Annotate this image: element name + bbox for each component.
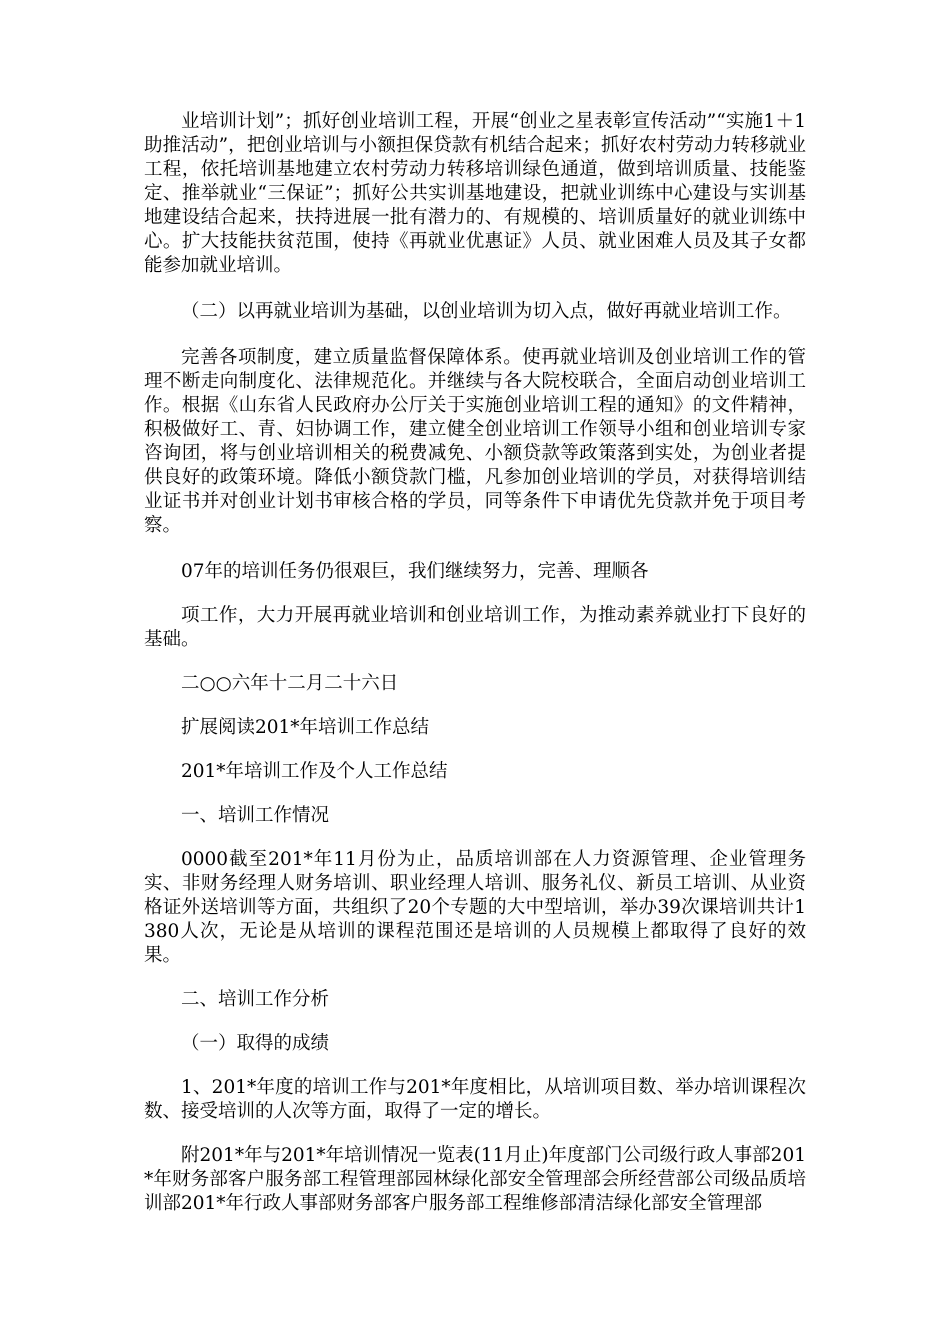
paragraph: 业培训计划”；抓好创业培训工程，开展“创业之星表彰宣传活动”“实施1＋1助推活动”，把创业培训与小额担保贷款有机结合起来；抓好农村劳动力转移就业工程，依托培训基地建立农村劳动力转移培训绿色通道，做到培训质量、技能鉴定、推举就业“三保证”；抓好公共实训基地建设，把就业训练中心建设与实训基地建设结合起来，扶持进展一批有潜力的、有规模的、培训质量好的就业训练中心。扩大技能扶贫范围，使持《再就业优惠证》人员、就业困难人员及其子女都能参加就业培训。: [144, 111, 806, 276]
paragraph: 完善各项制度，建立质量监督保障体系。使再就业培训及创业培训工作的管理不断走向制度化、法律规范化。并继续与各大院校联合，全面启动创业培训工作。根据《山东省人民政府办公厅关于实施创业培训工程的通知》的文件精神，积极做好工、青、妇协调工作，建立健全创业培训工作领导小组和创业培训专家咨询团，将与创业培训相关的税费减免、小额贷款等政策落到实处，为创业者提供良好的政策环境。降低小额贷款门槛，凡参加创业培训的学员，对获得培训结业证书并对创业计划书审核合格的学员，同等条件下申请优先贷款并免于项目考察。: [144, 347, 806, 536]
paragraph: 附201*年与201*年培训情况一览表(11月止)年度部门公司级行政人事部201*年财务部客户服务部工程管理部园林绿化部安全管理部会所经营部公司级品质培训部201*年行政人事部财务部客户服务部工程维修部清洁绿化部安全管理部: [144, 1145, 806, 1214]
section-heading: （二）以再就业培训为基础，以创业培训为切入点，做好再就业培训工作。: [181, 301, 792, 322]
paragraph: 项工作，大力开展再就业培训和创业培训工作，为推动素养就业打下良好的基础。: [144, 605, 806, 650]
paragraph: 0000截至201*年11月份为止，品质培训部在人力资源管理、企业管理务实、非财务经理人财务培训、职业经理人培训、服务礼仪、新员工培训、从业资格证外送培训等方面，共组织了20个专题的大中型培训，举办39次课培训共计1380人次，无论是从培训的课程范围还是培训的人员规模上都取得了良好的效果。: [144, 849, 806, 966]
document-body: [144, 110, 806, 1216]
document-title: 201*年培训工作及个人工作总结: [181, 761, 448, 782]
subsection-heading: （一）取得的成绩: [181, 1033, 330, 1054]
paragraph: 1、201*年度的培训工作与201*年度相比，从培训项目数、举办培训课程次数、接受培训的人次等方面，取得了一定的增长。: [144, 1077, 806, 1122]
extended-reading-title: 扩展阅读201*年培训工作总结: [181, 717, 430, 738]
section-heading: 一、培训工作情况: [181, 805, 330, 826]
section-heading: 二、培训工作分析: [181, 989, 330, 1010]
date-line: 二○○六年十二月二十六日: [181, 673, 399, 694]
paragraph: 07年的培训任务仍很艰巨，我们继续努力，完善、理顺各: [181, 561, 649, 582]
